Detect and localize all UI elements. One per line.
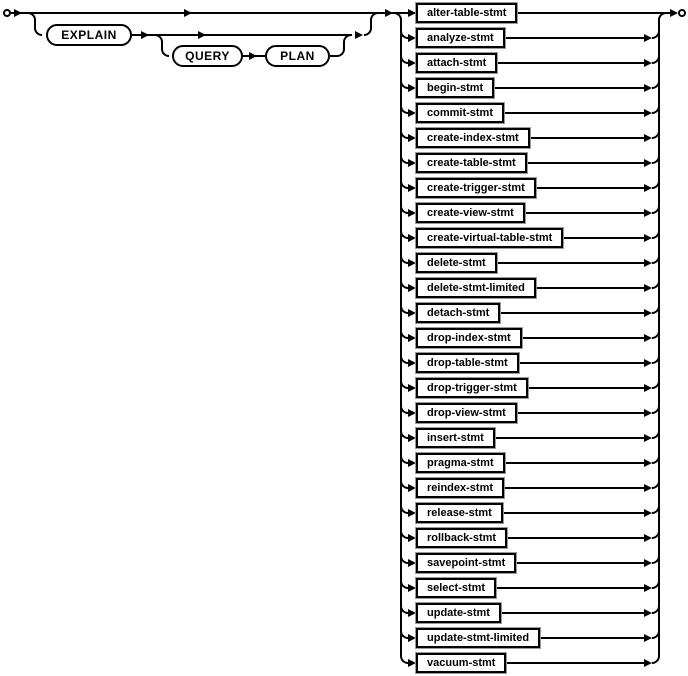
- branch-connector: [400, 25, 416, 51]
- statement-label: select-stmt: [427, 582, 486, 594]
- curve-segment: [400, 606, 408, 614]
- arrow-icon: [408, 534, 416, 542]
- curve-segment: [652, 556, 660, 564]
- curve-segment: [400, 156, 408, 164]
- curve-segment: [400, 556, 408, 564]
- arrow-icon: [644, 109, 652, 117]
- statement-label: pragma-stmt: [427, 457, 494, 469]
- merge-connector: [644, 375, 660, 401]
- curve-segment: [400, 456, 408, 464]
- statement-row: [400, 575, 660, 601]
- curve-segment: [652, 631, 660, 639]
- statement-row: [400, 225, 660, 251]
- merge-connector: [662, 0, 678, 26]
- statement-box[interactable]: [416, 28, 505, 48]
- connector-line: [506, 662, 644, 664]
- branch-connector: [400, 225, 416, 251]
- statement-label: commit-stmt: [427, 107, 494, 119]
- merge-connector: [644, 325, 660, 351]
- explain-line: [132, 34, 352, 36]
- statement-label: drop-trigger-stmt: [427, 382, 517, 394]
- keyword-label: EXPLAIN: [61, 28, 117, 42]
- curve-segment: [652, 506, 660, 514]
- branch-connector: [400, 400, 416, 426]
- arrow-icon: [408, 209, 416, 217]
- connector-line: [536, 287, 644, 289]
- branch-connector: [400, 625, 416, 651]
- statement-row: [400, 50, 660, 76]
- keyword-bubble-explain: [46, 24, 132, 46]
- statement-row: [400, 425, 660, 451]
- curve-segment: [400, 231, 408, 239]
- curve-segment: [652, 531, 660, 539]
- arrow-icon: [408, 609, 416, 617]
- merge-connector: [644, 350, 660, 376]
- line-segment: [343, 41, 345, 50]
- statement-row: [400, 250, 660, 276]
- arrow-icon: [408, 34, 416, 42]
- arrow-icon: [408, 134, 416, 142]
- statement-box[interactable]: [416, 503, 503, 523]
- statement-label: attach-stmt: [427, 57, 487, 69]
- statement-box[interactable]: [416, 628, 540, 648]
- statement-label: drop-index-stmt: [427, 332, 511, 344]
- curve-segment: [400, 31, 408, 39]
- statement-box[interactable]: [416, 378, 528, 398]
- curve-segment: [400, 306, 408, 314]
- merge-connector: [644, 125, 660, 151]
- curve-segment: [652, 456, 660, 464]
- statement-label: update-stmt: [427, 607, 490, 619]
- branch-connector: [400, 425, 416, 451]
- connector-line: [536, 187, 644, 189]
- statement-label: create-table-stmt: [427, 157, 516, 169]
- arrow-icon: [408, 109, 416, 117]
- merge-connector: [644, 450, 660, 476]
- statement-row: [400, 150, 660, 176]
- merge-connector: [644, 225, 660, 251]
- arrow-icon: [644, 434, 652, 442]
- statement-box[interactable]: [416, 528, 507, 548]
- main-line: [11, 12, 401, 14]
- statement-box[interactable]: [416, 428, 495, 448]
- arrow-icon: [408, 459, 416, 467]
- statement-label: create-virtual-table-stmt: [427, 232, 553, 244]
- statement-row: [400, 300, 660, 326]
- statement-box[interactable]: [416, 453, 505, 473]
- merge-connector: [644, 250, 660, 276]
- curve-segment: [652, 106, 660, 114]
- arrow-icon: [644, 559, 652, 567]
- branch-connector: [400, 525, 416, 551]
- curve-segment: [400, 506, 408, 514]
- keyword-label: QUERY: [185, 49, 230, 63]
- line-segment: [34, 19, 36, 28]
- arrow-icon: [408, 309, 416, 317]
- connector-line: [495, 437, 644, 439]
- statement-row: [400, 25, 660, 51]
- branch-connector: [400, 325, 416, 351]
- merge-connector: [644, 600, 660, 626]
- arrow-icon: [249, 52, 257, 60]
- arrow-icon: [408, 509, 416, 517]
- arrow-icon: [644, 259, 652, 267]
- connector-line: [516, 562, 644, 564]
- connector-line: [525, 212, 644, 214]
- arrow-icon: [408, 259, 416, 267]
- statement-label: analyze-stmt: [427, 32, 494, 44]
- curve-segment: [400, 406, 408, 414]
- merge-connector: [644, 200, 660, 226]
- curve-segment: [34, 28, 42, 36]
- merge-connector: [644, 75, 660, 101]
- statement-box[interactable]: [416, 578, 496, 598]
- connector-line: [500, 312, 644, 314]
- merge-connector: [644, 525, 660, 551]
- statement-row: [400, 375, 660, 401]
- statement-row: [400, 525, 660, 551]
- statement-box[interactable]: [416, 153, 527, 173]
- merge-connector: [644, 650, 660, 676]
- curve-segment: [400, 531, 408, 539]
- statement-box[interactable]: [416, 278, 536, 298]
- merge-connector: [644, 300, 660, 326]
- arrow-icon: [644, 509, 652, 517]
- curve-segment: [400, 331, 408, 339]
- arrow-icon: [408, 334, 416, 342]
- branch-connector: [400, 600, 416, 626]
- curve-segment: [652, 581, 660, 589]
- statement-row: [400, 550, 660, 576]
- statement-box[interactable]: [416, 653, 506, 673]
- arrow-icon: [644, 484, 652, 492]
- connector-line: [504, 112, 644, 114]
- arrow-icon: [644, 634, 652, 642]
- statement-row: [400, 450, 660, 476]
- curve-segment: [652, 481, 660, 489]
- branch-connector: [400, 100, 416, 126]
- connector-line: [517, 412, 644, 414]
- statement-box[interactable]: [416, 603, 501, 623]
- statement-box[interactable]: [416, 353, 519, 373]
- curve-segment: [400, 206, 408, 214]
- arrow-icon: [644, 234, 652, 242]
- statement-box[interactable]: [416, 403, 517, 423]
- branch-connector: [400, 125, 416, 151]
- curve-segment: [400, 81, 408, 89]
- connector-line: [540, 637, 644, 639]
- statement-row: [400, 75, 660, 101]
- keyword-bubble-query: [172, 45, 243, 67]
- connector-line: [496, 587, 644, 589]
- statement-label: savepoint-stmt: [427, 557, 506, 569]
- arrow-icon: [408, 384, 416, 392]
- arrow-icon: [408, 184, 416, 192]
- curve-segment: [400, 381, 408, 389]
- statement-label: create-view-stmt: [427, 207, 514, 219]
- curve-segment: [652, 131, 660, 139]
- line-segment: [370, 19, 372, 29]
- merge-connector: [644, 150, 660, 176]
- curve-segment: [400, 131, 408, 139]
- merge-connector: [644, 25, 660, 51]
- branch-connector: [400, 250, 416, 276]
- connector-line: [497, 62, 644, 64]
- arrow-icon: [644, 534, 652, 542]
- curve-segment: [400, 56, 408, 64]
- arrow-icon: [408, 634, 416, 642]
- branch-connector: [400, 350, 416, 376]
- statement-label: create-trigger-stmt: [427, 182, 525, 194]
- statement-box[interactable]: [416, 303, 500, 323]
- statement-box[interactable]: [416, 103, 504, 123]
- curve-segment: [652, 381, 660, 389]
- statement-box[interactable]: [416, 253, 497, 273]
- arrow-icon: [408, 434, 416, 442]
- arrow-icon: [408, 159, 416, 167]
- statement-row: [400, 650, 660, 676]
- arrow-icon: [644, 359, 652, 367]
- arrow-icon: [644, 59, 652, 67]
- statement-label: rollback-stmt: [427, 532, 497, 544]
- branch-connector: [400, 500, 416, 526]
- merge-connector: [644, 575, 660, 601]
- arrow-icon: [408, 359, 416, 367]
- keyword-label: PLAN: [280, 49, 315, 63]
- branch-connector: [400, 175, 416, 201]
- arrow-icon: [670, 9, 678, 17]
- arrow-icon: [385, 9, 393, 17]
- curve-segment: [400, 581, 408, 589]
- branch-connector: [400, 50, 416, 76]
- branch-connector: [400, 550, 416, 576]
- branch-connector: [400, 0, 416, 26]
- curve-segment: [400, 631, 408, 639]
- arrow-icon: [14, 9, 22, 17]
- statement-box[interactable]: [416, 478, 504, 498]
- arrow-icon: [355, 31, 363, 39]
- connector-line: [497, 262, 644, 264]
- arrow-icon: [644, 34, 652, 42]
- branch-connector: [400, 475, 416, 501]
- arrow-icon: [408, 9, 416, 17]
- statement-label: insert-stmt: [427, 432, 484, 444]
- merge-connector: [644, 100, 660, 126]
- arrow-icon: [644, 284, 652, 292]
- arrow-icon: [644, 409, 652, 417]
- connector-line: [530, 137, 644, 139]
- curve-segment: [652, 231, 660, 239]
- curve-segment: [652, 606, 660, 614]
- statement-box[interactable]: [416, 3, 517, 23]
- arrow-icon: [408, 409, 416, 417]
- statement-row: [400, 500, 660, 526]
- statement-label: vacuum-stmt: [427, 657, 496, 669]
- merge-connector: [644, 550, 660, 576]
- curve-segment: [652, 356, 660, 364]
- connector-line: [563, 237, 644, 239]
- arrow-icon: [408, 284, 416, 292]
- arrow-icon: [644, 609, 652, 617]
- arrow-icon: [408, 234, 416, 242]
- merge-connector: [644, 50, 660, 76]
- end-terminal-icon: [678, 9, 686, 17]
- statement-label: reindex-stmt: [427, 482, 494, 494]
- statement-label: drop-table-stmt: [427, 357, 508, 369]
- arrow-icon: [644, 459, 652, 467]
- merge-connector: [644, 175, 660, 201]
- statement-row: [400, 625, 660, 651]
- connector-line: [522, 337, 644, 339]
- curve-segment: [400, 256, 408, 264]
- curve-segment: [364, 28, 372, 36]
- curve-segment: [652, 156, 660, 164]
- connector-line: [505, 462, 644, 464]
- statement-label: create-index-stmt: [427, 132, 519, 144]
- arrow-icon: [644, 134, 652, 142]
- curve-segment: [652, 406, 660, 414]
- branch-connector: [400, 75, 416, 101]
- statement-row: [400, 275, 660, 301]
- statement-row: [400, 0, 678, 26]
- curve-segment: [652, 31, 660, 39]
- arrow-icon: [141, 31, 149, 39]
- arrow-icon: [408, 484, 416, 492]
- connector-line: [517, 12, 662, 14]
- arrow-icon: [644, 659, 652, 667]
- curve-segment: [652, 81, 660, 89]
- line-segment: [330, 55, 337, 57]
- curve-segment: [652, 306, 660, 314]
- branch-connector: [400, 450, 416, 476]
- curve-segment: [652, 206, 660, 214]
- branch-connector: [400, 200, 416, 226]
- statement-label: drop-view-stmt: [427, 407, 506, 419]
- arrow-icon: [408, 584, 416, 592]
- statement-box[interactable]: [416, 78, 494, 98]
- curve-segment: [652, 431, 660, 439]
- curve-segment: [652, 181, 660, 189]
- curve-segment: [652, 281, 660, 289]
- curve-segment: [652, 656, 660, 664]
- statement-row: [400, 100, 660, 126]
- connector-line: [507, 537, 644, 539]
- branch-connector: [400, 650, 416, 676]
- arrow-icon: [644, 184, 652, 192]
- statement-box[interactable]: [416, 228, 563, 248]
- statement-row: [400, 325, 660, 351]
- connector-line: [519, 362, 644, 364]
- arrow-icon: [644, 84, 652, 92]
- arrow-icon: [198, 31, 206, 39]
- statement-label: update-stmt-limited: [427, 632, 530, 644]
- statement-box[interactable]: [416, 178, 536, 198]
- curve-segment: [337, 49, 345, 57]
- arrow-icon: [644, 384, 652, 392]
- arrow-icon: [184, 9, 192, 17]
- statement-box[interactable]: [416, 53, 497, 73]
- statement-row: [400, 475, 660, 501]
- keyword-bubble-plan: [265, 45, 330, 67]
- branch-connector: [400, 375, 416, 401]
- statement-label: release-stmt: [427, 507, 492, 519]
- statement-row: [400, 350, 660, 376]
- statement-row: [400, 125, 660, 151]
- statement-row: [400, 175, 660, 201]
- start-terminal-icon: [3, 9, 11, 17]
- arrow-icon: [408, 559, 416, 567]
- statement-label: delete-stmt-limited: [427, 282, 525, 294]
- curve-segment: [652, 331, 660, 339]
- merge-connector: [644, 275, 660, 301]
- arrow-icon: [408, 59, 416, 67]
- arrow-icon: [644, 584, 652, 592]
- arrow-icon: [644, 159, 652, 167]
- statement-box[interactable]: [416, 203, 525, 223]
- curve-segment: [652, 256, 660, 264]
- statement-label: delete-stmt: [427, 257, 486, 269]
- curve-segment: [161, 49, 169, 57]
- connector-line: [501, 612, 644, 614]
- curve-segment: [400, 656, 408, 664]
- branch-connector: [400, 275, 416, 301]
- curve-segment: [400, 106, 408, 114]
- arrow-icon: [644, 334, 652, 342]
- arrow-icon: [408, 659, 416, 667]
- curve-segment: [400, 431, 408, 439]
- merge-connector: [644, 400, 660, 426]
- statement-row: [400, 200, 660, 226]
- branch-connector: [400, 575, 416, 601]
- branch-connector: [400, 300, 416, 326]
- branch-connector: [400, 150, 416, 176]
- merge-connector: [644, 625, 660, 651]
- statement-label: begin-stmt: [427, 82, 484, 94]
- merge-connector: [644, 425, 660, 451]
- arrow-icon: [644, 209, 652, 217]
- connector-line: [503, 512, 644, 514]
- statement-box[interactable]: [416, 553, 516, 573]
- connector-line: [504, 487, 644, 489]
- statement-box[interactable]: [416, 328, 522, 348]
- statement-box[interactable]: [416, 128, 530, 148]
- connector-line: [494, 87, 644, 89]
- statement-label: alter-table-stmt: [427, 7, 507, 19]
- connector-line: [528, 387, 644, 389]
- curve-segment: [652, 56, 660, 64]
- curve-segment: [400, 281, 408, 289]
- curve-segment: [400, 181, 408, 189]
- statement-row: [400, 400, 660, 426]
- curve-segment: [400, 356, 408, 364]
- connector-line: [527, 162, 644, 164]
- arrow-icon: [408, 84, 416, 92]
- arrow-icon: [644, 309, 652, 317]
- statement-row: [400, 600, 660, 626]
- curve-segment: [400, 481, 408, 489]
- merge-connector: [644, 475, 660, 501]
- statement-label: detach-stmt: [427, 307, 490, 319]
- merge-connector: [644, 500, 660, 526]
- connector-line: [505, 37, 644, 39]
